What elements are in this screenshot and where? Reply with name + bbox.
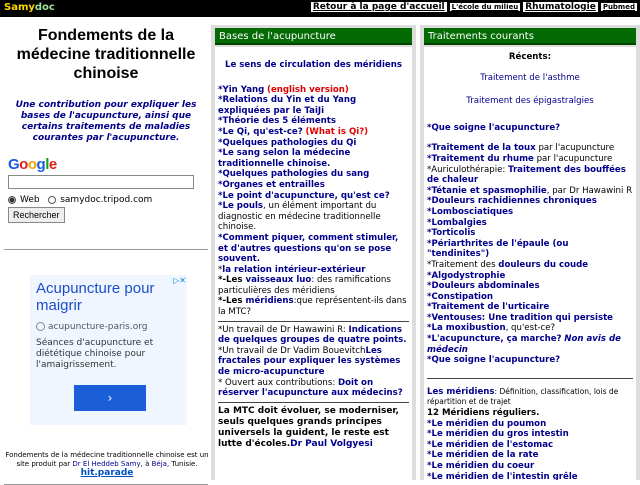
link-english[interactable]: (english version) <box>267 84 349 95</box>
link-moxibustion[interactable]: *La moxibustion <box>427 323 506 334</box>
link-tetanie[interactable]: *Tétanie et spasmophilie <box>427 185 547 196</box>
link-organes[interactable]: *Organes et entrailles <box>218 179 325 190</box>
radio-web[interactable] <box>8 196 16 204</box>
radio-site-label: samydoc.tripod.com <box>60 195 153 205</box>
radio-web-label: Web <box>20 195 40 205</box>
douze-label: 12 Méridiens réguliers. <box>427 408 540 419</box>
top-links <box>308 2 637 12</box>
link-circulation[interactable]: Le sens de circulation des méridiens <box>225 60 402 70</box>
link-coude[interactable]: douleurs du coude <box>498 259 589 270</box>
link-qi[interactable]: *Le Qi, qu'est-ce? <box>218 126 303 137</box>
ad-title[interactable]: Acupuncture pour maigrir <box>36 280 155 314</box>
ad-text: Séances d'acupuncture et diététique chinoise pour l'amaigrissement. <box>36 338 154 370</box>
top-bar <box>0 0 640 17</box>
link-que-soigne[interactable]: *Que soigne l'acupuncture? <box>427 122 561 133</box>
link-rhumatologie[interactable]: Rhumatologie <box>525 2 596 12</box>
globe-icon <box>36 322 45 331</box>
link-relation[interactable]: la relation intérieur-extérieur <box>222 264 366 275</box>
author-link[interactable]: Dr El Heddeb Samy <box>72 460 141 468</box>
link-rhume[interactable]: *Traitement du rhume <box>427 153 534 164</box>
link-torticolis[interactable]: *Torticolis <box>427 228 476 239</box>
panel-bases-body: Le sens de circulation des méridiens *Yin Yang (english version) *Relations du Yin et du Yang expliquées par le TaiJi *Théorie des 5 éléments *Le Qi, qu'est-ce? (What is Qi?) *Quelques pathologies du Qi *Le sang selon la médecine traditionnelle chinoise. *Quelques pathologies du sang *Organes et entrailles *Le point d'acupuncture, qu'est ce? *Le pouls, un élément important du diagnostic en médecine traditionnelle chinoise. *Comment piquer, comment stimuler, et d'autres questions qu'on se pose souvent. *la relation intérieur-extérieur *-Les vaisseaux luo: des ramifications particulières des méridiens *-Les méridiens:que représentent-ils dans la MTC? *Un travail de Dr Hawawini R: Indications de quelques groupes de quatre points. *Un travail de Dr Vadim BouevitchLes fractales pour expliquer les systèmes de micro-acupuncture * Ouvert aux contributions: Doit on réserver l'acupuncture aux médecins? La MTC doit évoluer, se moderniser, seuls quelques grands principes universels la guident, le reste est lutte d'écoles.Dr Paul Volgyesi <box>215 47 412 480</box>
link-theorie[interactable]: *Théorie des 5 éléments <box>218 116 336 127</box>
ad-arrow-button[interactable]: › <box>74 385 146 411</box>
link-patho-qi[interactable]: *Quelques pathologies du Qi <box>218 137 357 148</box>
divider <box>218 321 409 322</box>
link-asthme[interactable]: Traitement de l'asthme <box>480 72 580 83</box>
link-toux[interactable]: *Traitement de la toux <box>427 143 536 154</box>
link-relations[interactable]: *Relations du Yin et du Yang expliquées par le TaiJi <box>218 95 357 116</box>
site-credit: Fondements de la médecine traditionnelle chinoise est un site produit par Dr El Heddeb Samy, à Béja, Tunisie. hit.parade <box>5 451 209 478</box>
link-bouffees[interactable]: Traitement des bouffées de chaleur <box>427 164 626 186</box>
link-ecole-milieu[interactable]: L'école du milieu <box>451 3 519 11</box>
link-les-meridiens[interactable]: Les méridiens <box>427 386 495 397</box>
link-meridien-gros-intestin[interactable]: *Le méridien du gros intestin <box>427 429 569 440</box>
link-lombosciatiques[interactable]: *Lombosciatiques <box>427 206 514 217</box>
link-volgyesi[interactable]: Dr Paul Volgyesi <box>290 438 373 449</box>
brand-logo[interactable]: Samydoc <box>4 2 55 13</box>
panel-bases-header: Bases de l'acupuncture <box>215 28 412 45</box>
link-meridien-estomac[interactable]: *Le méridien de l'estomac <box>427 439 554 450</box>
link-ca-marche[interactable]: *L'acupuncture, ça marche? <box>427 334 562 345</box>
link-home[interactable]: Retour à la page d'accueil <box>312 2 445 12</box>
city-link[interactable]: Béja <box>151 460 167 468</box>
link-meridien-coeur[interactable]: *Le méridien du coeur <box>427 461 535 471</box>
ad-url[interactable]: acupuncture-paris.org <box>36 322 148 332</box>
link-periarthrites[interactable]: *Périarthrites de l'épaule (ou "tendinites") <box>427 238 569 260</box>
link-pouls[interactable]: *Le pouls <box>218 201 264 212</box>
recents-label: Récents: <box>508 52 552 62</box>
link-what-qi[interactable]: (What is Qi?) <box>305 126 369 137</box>
link-reserver[interactable]: Doit on réserver l'acupuncture aux médecins? <box>218 377 403 399</box>
link-fractales[interactable]: Les fractales pour expliquer les systèmes de micro-acupuncture <box>218 345 401 378</box>
link-abdominales[interactable]: *Douleurs abdominales <box>427 281 540 292</box>
ad-close-icon[interactable]: ▷✕ <box>173 276 186 285</box>
link-epigastralgies[interactable]: Traitement des épigastralgies <box>466 96 594 107</box>
panel-bases <box>211 25 416 480</box>
link-patho-sang[interactable]: *Quelques pathologies du sang <box>218 169 370 180</box>
intro-text: Une contribution pour expliquer les bases de l'acupuncture, ainsi que certains traitements de maladies courantes par l'acupuncture. <box>15 100 197 143</box>
divider <box>218 402 409 403</box>
link-meridien-rate[interactable]: *Le méridien de la rate <box>427 450 539 461</box>
link-lombalgies[interactable]: *Lombalgies <box>427 217 487 228</box>
divider <box>427 378 633 379</box>
link-point[interactable]: *Le point d'acupuncture, qu'est ce? <box>218 190 390 201</box>
search-input[interactable] <box>8 175 194 189</box>
left-column <box>0 17 210 480</box>
link-avis-medecin[interactable]: Non avis de médecin <box>427 334 621 355</box>
search-scope <box>8 195 152 205</box>
page-title: Fondements de la médecine traditionnelle chinoise <box>16 27 196 82</box>
hitparade-badge[interactable]: hit.parade <box>80 468 134 478</box>
link-vaisseaux[interactable]: vaisseaux luo <box>245 275 312 286</box>
panel-traitements-header: Traitements courants <box>424 28 636 45</box>
link-yin-yang[interactable]: *Yin Yang <box>218 84 265 95</box>
link-pubmed[interactable]: Pubmed <box>602 3 635 11</box>
link-meridien-intestin-grele[interactable]: *Le méridien de l'intestin grêle <box>427 471 578 480</box>
link-hawawini[interactable]: Indications de quelques groupes de quatre points. <box>218 324 407 346</box>
link-meridien-poumon[interactable]: *Le méridien du poumon <box>427 418 547 429</box>
radio-site[interactable] <box>48 196 56 204</box>
divider <box>4 249 208 250</box>
ad-banner[interactable] <box>30 275 187 425</box>
panel-traitements-body: Récents: Traitement de l'asthme Traitement des épigastralgies *Que soigne l'acupuncture? *Traitement de la toux par l'acupuncture *Traitement du rhume par l'acupuncture *Auriculothérapie: Traitement des bouffées de chaleur *Tétanie et spasmophilie, par Dr Hawawini R *Douleurs rachidiennes chroniques *Lombosciatiques *Lombalgies *Torticolis *Périarthrites de l'épaule (ou "tendinites") *Traitement des douleurs du coude *Algodystrophie *Douleurs abdominales *Constipation *Traitement de l'urticaire *Ventouses: Une tradition qui persiste *La moxibustion, qu'est-ce? *L'acupuncture, ça marche? Non avis de médecin *Que soigne l'acupuncture? Les méridiens: Définition, classification, lois de répartition et de trajet 12 Méridiens réguliers. *Le méridien du poumon *Le méridien du gros intestin *Le méridien de l'estomac *Le méridien de la rate *Le méridien du coeur *Le méridien de l'intestin grêle <box>424 47 636 480</box>
search-button[interactable]: Rechercher <box>8 207 65 223</box>
link-sang[interactable]: *Le sang selon la médecine traditionnelle chinoise. <box>218 148 351 169</box>
link-rachid[interactable]: *Douleurs rachidiennes chroniques <box>427 196 597 207</box>
link-constipation[interactable]: *Constipation <box>427 291 494 302</box>
link-ventouses[interactable]: *Ventouses: Une tradition qui persiste <box>427 312 614 323</box>
panel-traitements <box>420 25 640 480</box>
link-meridiens[interactable]: méridiens <box>245 296 294 307</box>
link-algodystrophie[interactable]: *Algodystrophie <box>427 270 506 281</box>
link-que-soigne-2[interactable]: *Que soigne l'acupuncture? <box>427 355 561 366</box>
link-urticaire[interactable]: *Traitement de l'urticaire <box>427 302 550 313</box>
google-logo: Google <box>8 156 57 173</box>
link-piquer[interactable]: *Comment piquer, comment stimuler, et d'autres questions qu'on se pose souvent. <box>218 232 399 265</box>
